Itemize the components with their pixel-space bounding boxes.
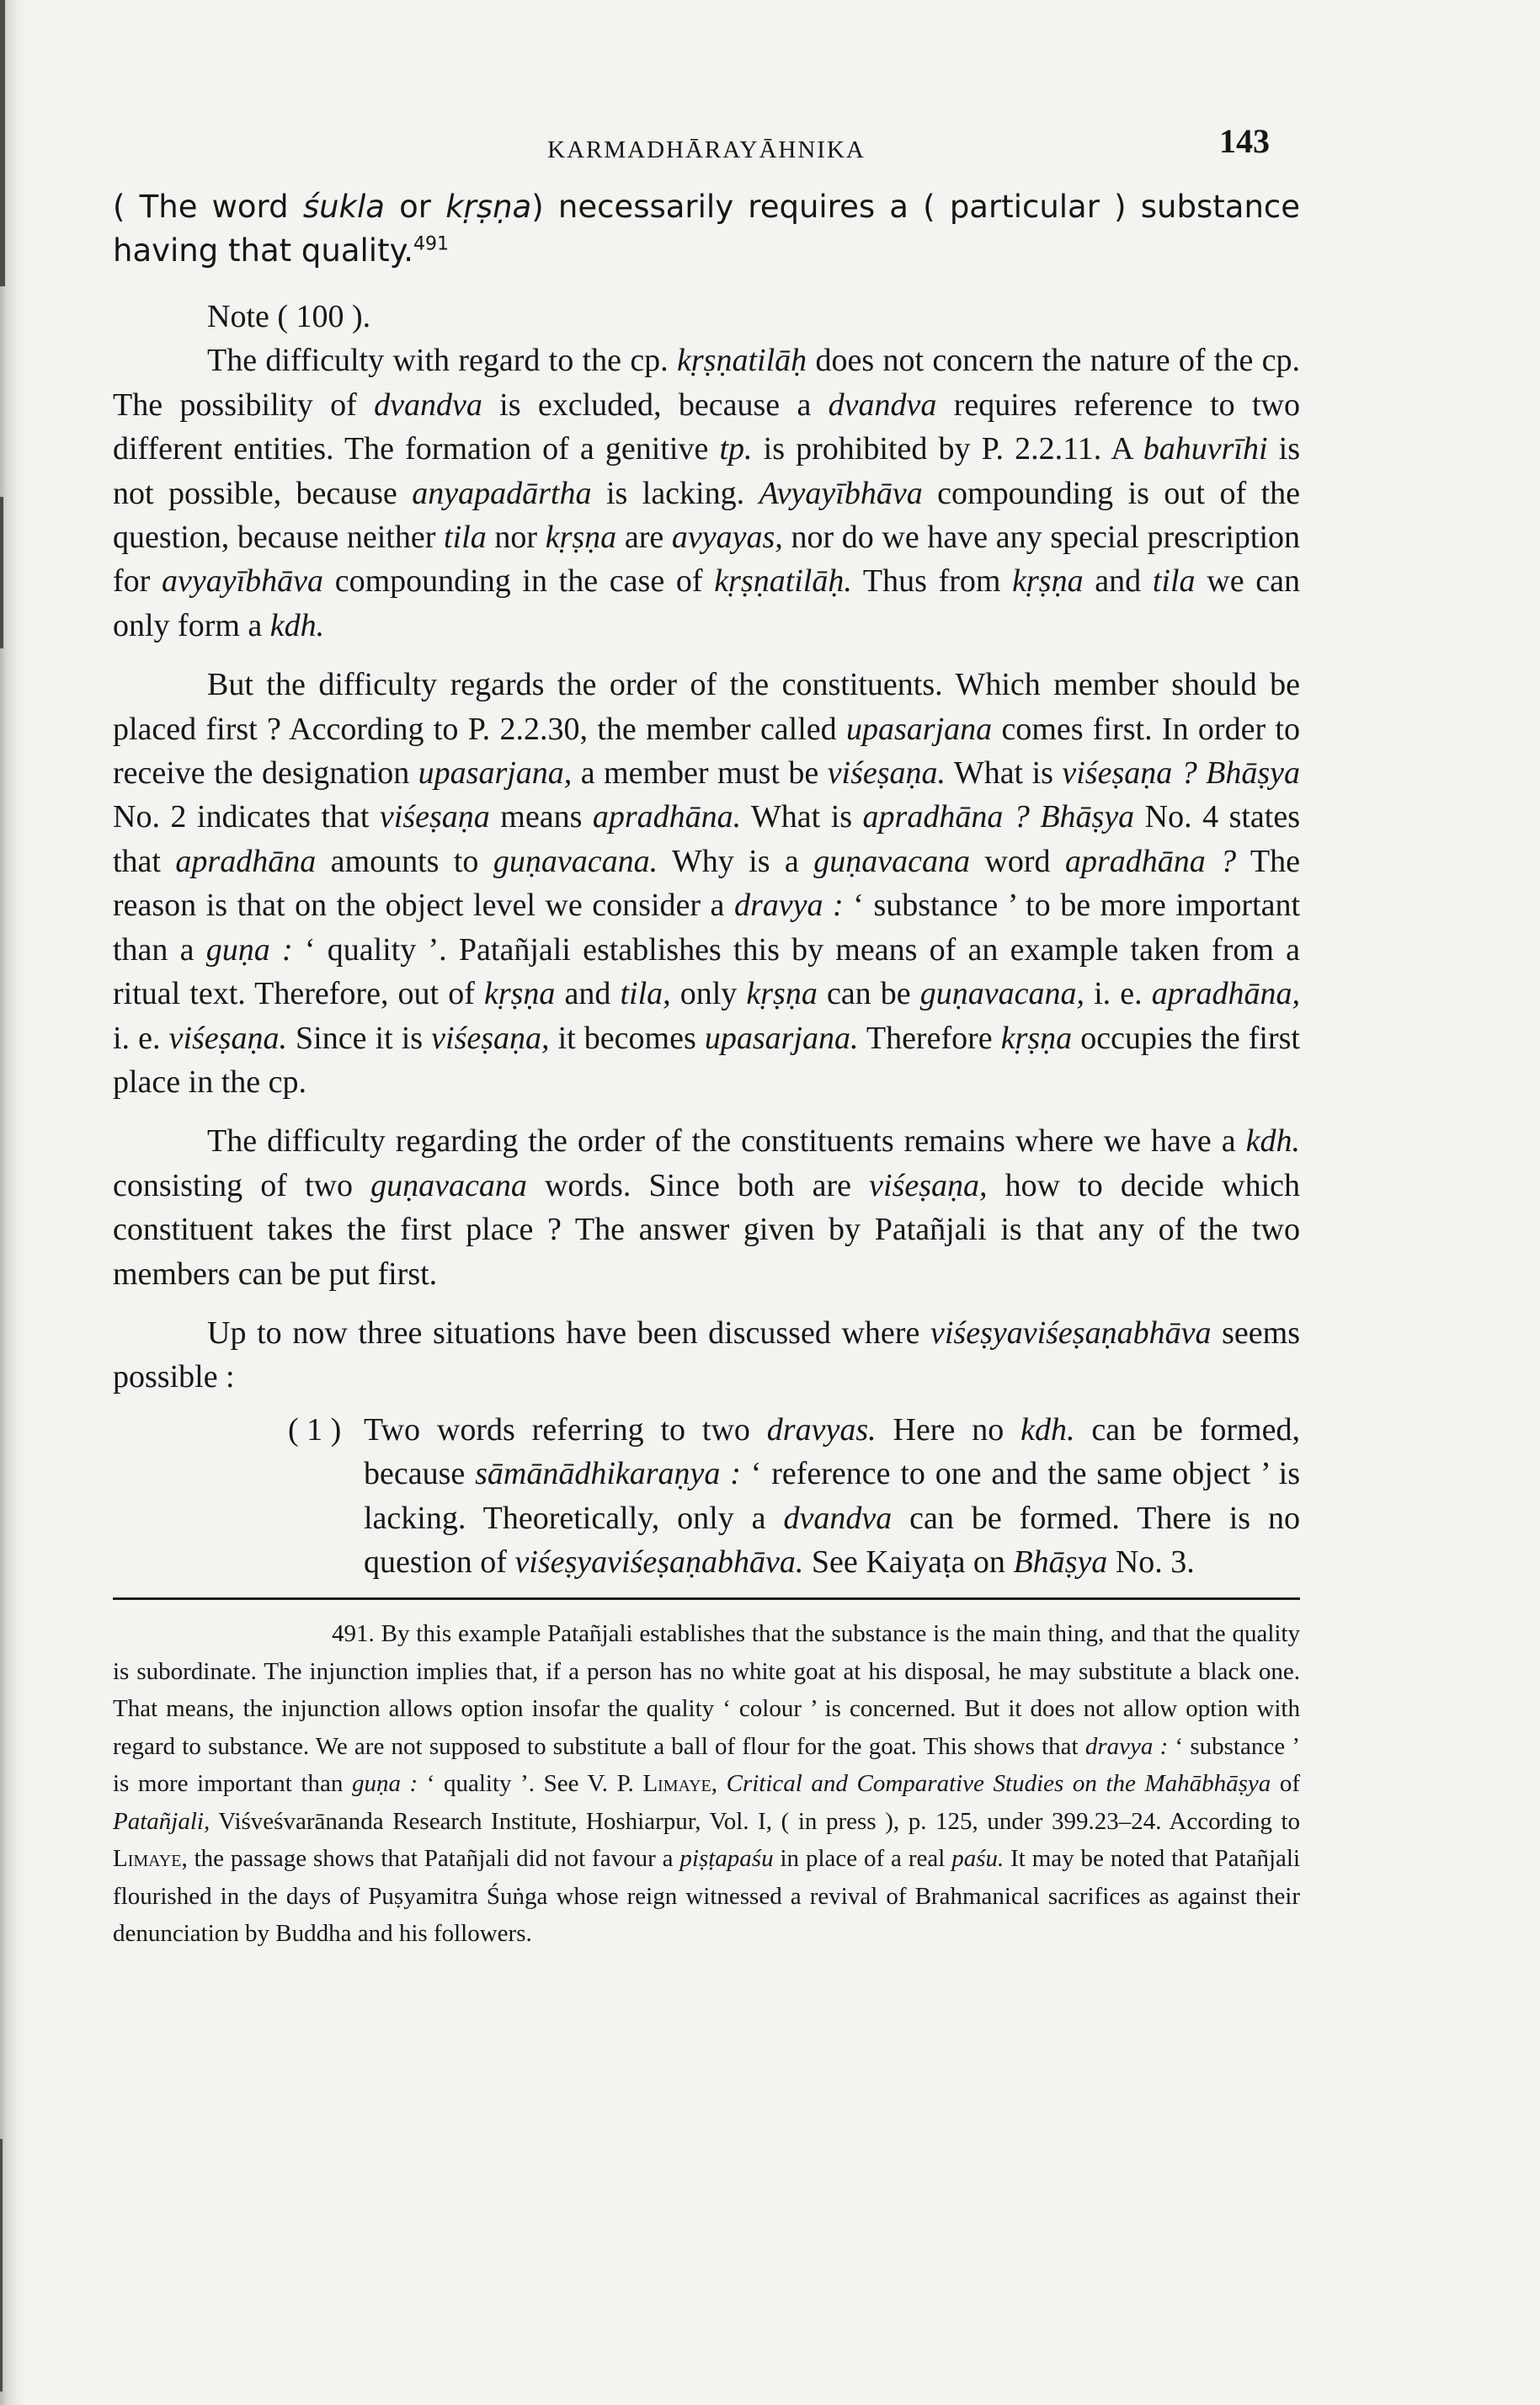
main-text — [113, 185, 1300, 1584]
page-number: 143 — [1219, 122, 1270, 160]
scan-edge-mark — [0, 2139, 3, 2392]
paragraph-3: The difficulty regarding the order of the constituents remains where we have a kdh. consisting of two guṇavacana words. Since both are viśeṣaṇa, how to decide which constituent takes the first place ? The answer given by Patañjali is that any of the two members can be put first. — [113, 1123, 1300, 1292]
paragraph-4: Up to now three situations have been discussed where viśeṣyaviśeṣaṇabhāva seems possible : — [113, 1314, 1300, 1395]
scan-edge-mark — [0, 0, 5, 286]
list-item-text: Two words referring to two dravyas. Here no kdh. can be formed, because sāmānādhikaraṇya : ‘ reference to one and the same object ’ is lacking. Theoretically, only a dvandva can be formed. There is no question of viśeṣyaviśeṣaṇabhāva. See Kaiyaṭa on Bhāṣya No. 3. — [364, 1411, 1300, 1580]
running-title: KARMADHĀRAYĀHNIKA — [547, 136, 866, 163]
paragraph-2: But the difficulty regards the order of the constituents. Which member should be placed first ? According to P. 2.2.30, the member called upasarjana comes first. In order to receive the designation upasarjana, a member must be viśeṣaṇa. What is viśeṣaṇa ? Bhāṣya No. 2 indicates that viśeṣaṇa means apradhāna. What is apradhāna ? Bhāṣya No. 4 states that apradhāna amounts to guṇavacana. Why is a guṇavacana word apradhāna ? The reason is that on the object level we consider a dravya : ‘ substance ’ to be more important than a guṇa : ‘ quality ’. Patañjali establishes this by means of an example taken from a ritual text. Therefore, out of kṛṣṇa and tila, only kṛṣṇa can be guṇavacana, i. e. apradhāna, i. e. viśeṣaṇa. Since it is viśeṣaṇa, it becomes upasarjana. Therefore kṛṣṇa occupies the first place in the cp. — [113, 667, 1301, 1100]
running-head — [113, 118, 1300, 168]
book-page — [113, 118, 1300, 1953]
footnote-divider — [113, 1597, 1300, 1600]
continued-paragraph: ( The word śukla or kṛṣṇa) necessarily requires a ( particular ) substance having that quality.$^{491}$ — [113, 189, 1301, 269]
footnote-491: 491. By this example Patañjali establishes that the substance is the main thing, and that the quality is subordinate. The injunction implies that, if a person has no white goat at his disposal, he may substitute a black one. That means, the injunction allows option insofar the quality ‘ colour ’ is concerned. But it does not allow option with regard to substance. We are not supposed to substitute a ball of flour for the goat. This shows that dravya : ‘ substance ’ is more important than guṇa : ‘ quality ’. See V. P. Limaye, Critical and Comparative Studies on the Mahābhāṣya of Patañjali, Viśveśvarānanda Research Institute, Hoshiarpur, Vol. I, ( in press ), p. 125, under 399.23–24. According to Limaye, the passage shows that Patañjali did not favour a piṣṭapaśu in place of a real paśu. It may be noted that Patañjali flourished in the days of Puṣyamitra Śuṅga whose reign witnessed a revival of Brahmanical sacrifices as against their denunciation by Buddha and his followers. — [113, 1620, 1301, 1948]
scan-edge-shadow — [0, 0, 27, 2405]
list-item — [113, 1408, 1300, 1585]
note-heading: Note ( 100 ). — [207, 299, 371, 334]
scan-edge-mark — [0, 497, 3, 648]
footnote-number: 491. — [332, 1620, 375, 1648]
paragraph-1: The difficulty with regard to the cp. kṛṣṇatilāḥ does not concern the nature of the cp. The possibility of dvandva is excluded, because a dvandva requires reference to two different entities. The formation of a genitive tp. is prohibited by P. 2.2.11. A bahuvrīhi is not possible, because anyapadārtha is lacking. Avyayībhāva compounding is out of the question, because neither tila nor kṛṣṇa are avyayas, nor do we have any special prescription for avyayībhāva compounding in the case of kṛṣṇatilāḥ. Thus from kṛṣṇa and tila we can only form a kdh. — [113, 343, 1301, 643]
footnote-reference: 491 — [413, 233, 449, 255]
list-marker: ( 1 ) — [288, 1411, 342, 1448]
